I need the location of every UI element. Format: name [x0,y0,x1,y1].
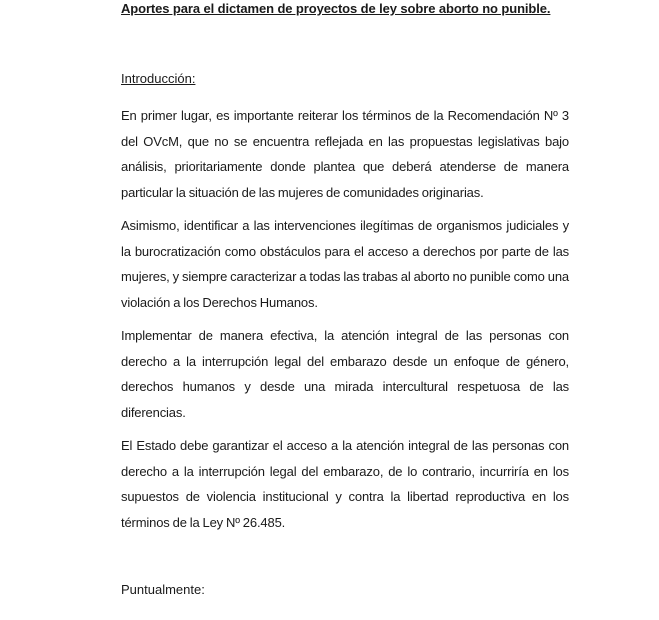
paragraph-4: El Estado debe garantizar el acceso a la atención integral de las personas con derecho a la interrupción legal del embarazo, de lo contrario, incurriría en los supuestos de violencia institucional y contra la libertad reproductiva en los términos de la Ley Nº 26.485. [121,438,569,530]
paragraph-1: En primer lugar, es importante reiterar los términos de la Recomendación Nº 3 del OVcM, que no se encuentra reflejada en las propuestas legislativas bajo análisis, prioritariamente donde plantea que deberá atenderse de manera particular la situación de las mujeres de comunidades originarias. [121,108,569,200]
document-title: Aportes para el dictamen de proyectos de ley sobre aborto no punible. [121,1,551,16]
closing-heading: Puntualmente: [121,582,205,597]
paragraph-2: Asimismo, identificar a las intervenciones ilegítimas de organismos judiciales y la burocratización como obstáculos para el acceso a derechos por parte de las mujeres, y siempre caracterizar a todas las trabas al aborto no punible como una violación a los Derechos Humanos. [121,218,569,310]
paragraph-3: Implementar de manera efectiva, la atención integral de las personas con derecho a la interrupción legal del embarazo desde un enfoque de género, derechos humanos y desde una mirada intercultural respetuosa de las diferencias. [121,328,569,420]
intro-heading: Introducción: [121,71,196,86]
